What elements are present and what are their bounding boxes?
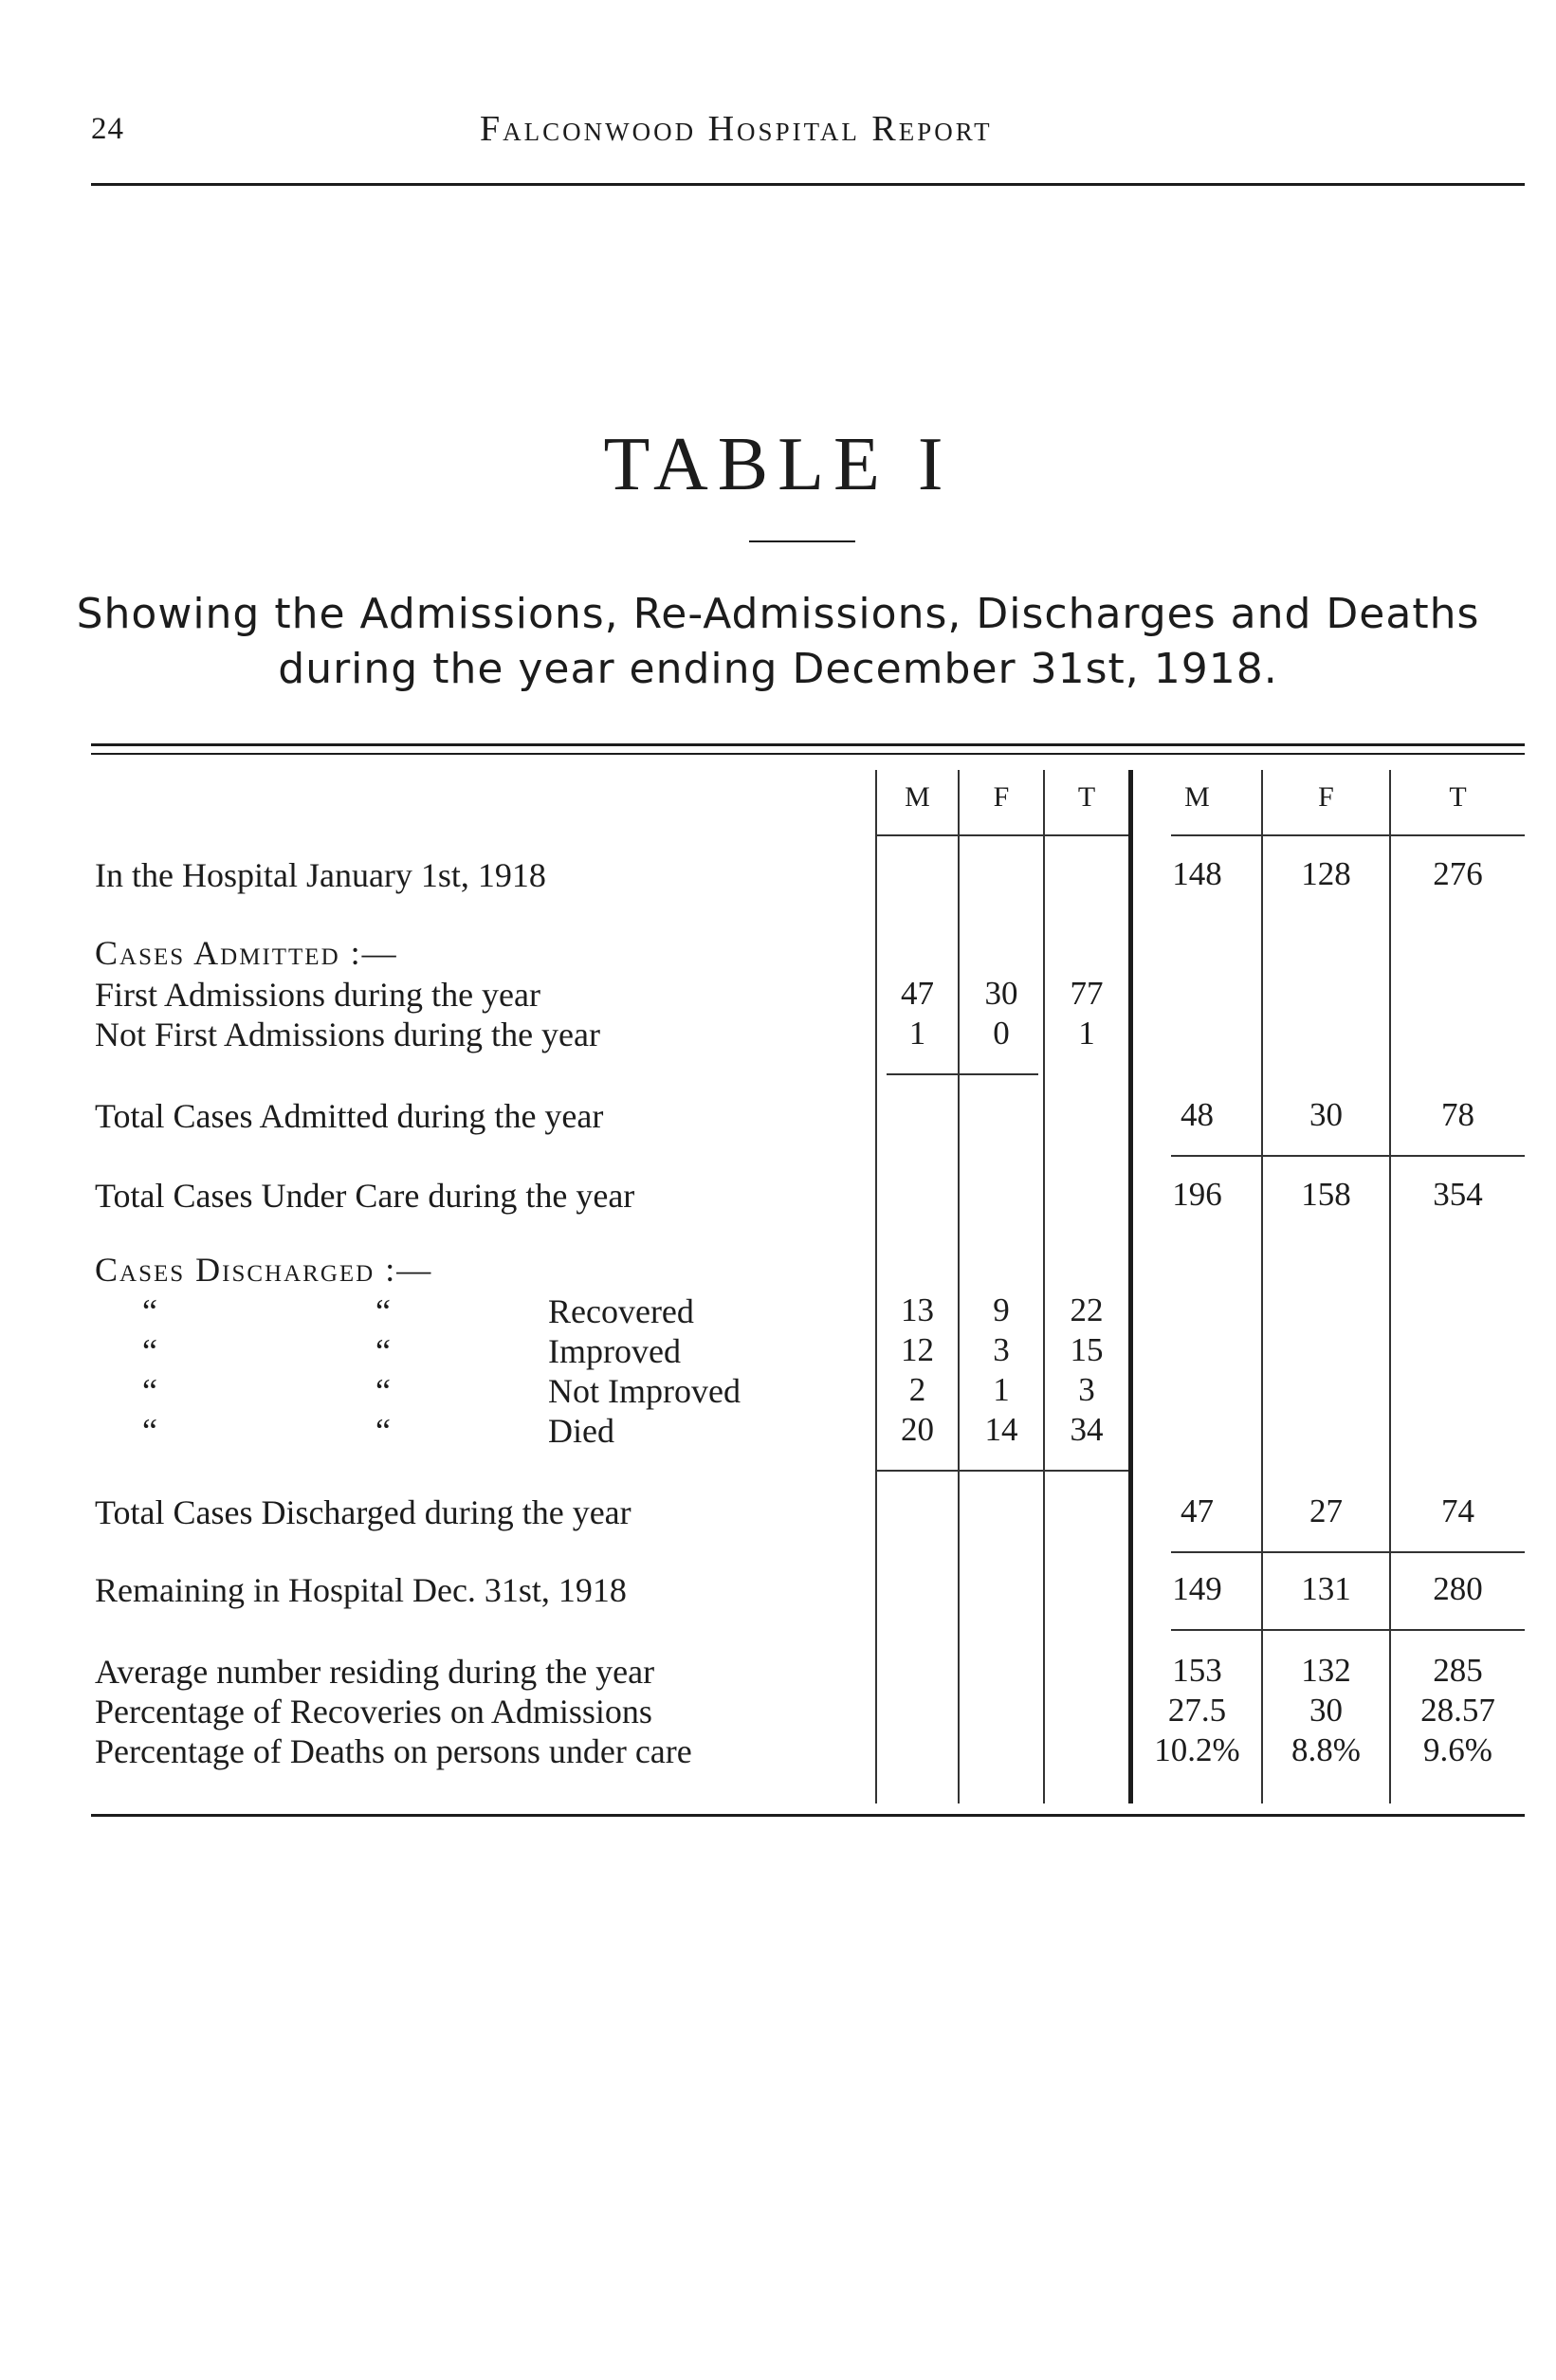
title-underline — [749, 540, 855, 542]
first-adm-m: 47 — [901, 975, 934, 1012]
died-t: 34 — [1070, 1411, 1104, 1448]
row-label-jan1: In the Hospital January 1st, 1918 — [95, 856, 546, 894]
table-bottom-rule — [91, 1814, 1525, 1817]
total-disch-f: 27 — [1309, 1492, 1343, 1529]
col-header-left-t: T — [1077, 781, 1096, 813]
row-label-not-improved: Not Improved — [548, 1372, 741, 1410]
row-label-died: Died — [548, 1412, 614, 1450]
row-label-recovered: Recovered — [548, 1292, 694, 1330]
col-header-right-m: M — [1184, 781, 1210, 813]
header-underline-left — [877, 834, 1128, 836]
row-label-not-first-admissions: Not First Admissions during the year — [95, 1016, 600, 1053]
not-first-adm-t: 1 — [1078, 1015, 1095, 1052]
remaining-rule — [1171, 1629, 1525, 1631]
improved-m: 12 — [901, 1331, 934, 1368]
table-top-rule-inner — [91, 753, 1525, 755]
row-label-average: Average number residing during the year — [95, 1653, 655, 1691]
not-improved-f: 1 — [993, 1371, 1010, 1408]
recovered-t: 22 — [1070, 1291, 1104, 1328]
admitted-total-rule — [1171, 1155, 1525, 1157]
remaining-m: 149 — [1172, 1570, 1222, 1607]
died-f: 14 — [984, 1411, 1018, 1448]
under-care-t: 354 — [1433, 1176, 1483, 1213]
header-rule — [91, 183, 1525, 186]
ditto-mark: “ — [375, 1292, 391, 1330]
admitted-subtotal-rule — [887, 1073, 1038, 1075]
total-disch-t: 74 — [1441, 1492, 1474, 1529]
section-cases-discharged: Cases Discharged :— — [95, 1251, 433, 1289]
ditto-mark: “ — [142, 1372, 157, 1410]
pct-deaths-m: 10.2% — [1154, 1731, 1240, 1768]
ditto-mark: “ — [142, 1412, 157, 1450]
recovered-f: 9 — [993, 1291, 1010, 1328]
col-divider-right-2 — [1389, 770, 1391, 1803]
row-label-improved: Improved — [548, 1332, 681, 1370]
first-adm-t: 77 — [1070, 975, 1104, 1012]
improved-t: 15 — [1070, 1331, 1104, 1368]
not-improved-m: 2 — [908, 1371, 926, 1408]
not-first-adm-m: 1 — [908, 1015, 926, 1052]
average-t: 285 — [1433, 1652, 1483, 1689]
pct-recov-m: 27.5 — [1167, 1692, 1227, 1729]
subtitle-line-1: Showing the Admissions, Re-Admissions, Discharges and Deaths — [76, 590, 1480, 638]
ditto-mark: “ — [375, 1372, 391, 1410]
first-adm-f: 30 — [984, 975, 1018, 1012]
row-label-first-admissions: First Admissions during the year — [95, 976, 540, 1014]
row-label-pct-recoveries: Percentage of Recoveries on Admissions — [95, 1693, 652, 1730]
ditto-mark: “ — [142, 1292, 157, 1330]
row-label-total-admitted: Total Cases Admitted during the year — [95, 1097, 604, 1135]
subtitle-line-2: during the year ending December 31st, 1918. — [278, 645, 1278, 693]
section-cases-admitted: Cases Admitted :— — [95, 934, 398, 972]
average-f: 132 — [1301, 1652, 1351, 1689]
table-top-rule — [91, 743, 1525, 746]
row-label-pct-deaths: Percentage of Deaths on persons under care — [95, 1732, 692, 1770]
col-header-right-t: T — [1449, 781, 1467, 813]
page-number: 24 — [91, 112, 124, 146]
improved-f: 3 — [993, 1331, 1010, 1368]
pct-deaths-f: 8.8% — [1291, 1731, 1361, 1768]
under-care-m: 196 — [1172, 1176, 1222, 1213]
ditto-mark: “ — [375, 1412, 391, 1450]
recovered-m: 13 — [901, 1291, 934, 1328]
row-label-under-care: Total Cases Under Care during the year — [95, 1177, 635, 1215]
running-title: Falconwood Hospital Report — [480, 109, 993, 149]
not-improved-t: 3 — [1078, 1371, 1095, 1408]
total-disch-m: 47 — [1181, 1492, 1214, 1529]
remaining-t: 280 — [1433, 1570, 1483, 1607]
ditto-mark: “ — [375, 1332, 391, 1370]
pct-deaths-t: 9.6% — [1423, 1731, 1492, 1768]
col-header-right-f: F — [1318, 781, 1334, 813]
row-label-total-discharged: Total Cases Discharged during the year — [95, 1493, 632, 1531]
table-title: TABLE I — [603, 423, 953, 506]
ditto-mark: “ — [142, 1332, 157, 1370]
total-adm-t: 78 — [1441, 1096, 1474, 1133]
total-adm-f: 30 — [1309, 1096, 1343, 1133]
col-header-left-m: M — [905, 781, 930, 813]
not-first-adm-f: 0 — [993, 1015, 1010, 1052]
jan1-t: 276 — [1433, 855, 1483, 892]
pct-recov-f: 30 — [1309, 1692, 1343, 1729]
col-header-left-f: F — [993, 781, 1010, 813]
died-m: 20 — [901, 1411, 934, 1448]
col-divider-left-1 — [875, 770, 877, 1803]
jan1-m: 148 — [1172, 855, 1222, 892]
discharged-total-rule — [1171, 1551, 1525, 1553]
total-adm-m: 48 — [1181, 1096, 1214, 1133]
header-underline-right — [1171, 834, 1525, 836]
discharged-subtotal-rule — [877, 1470, 1128, 1472]
row-label-remaining: Remaining in Hospital Dec. 31st, 1918 — [95, 1571, 627, 1609]
average-m: 153 — [1172, 1652, 1222, 1689]
remaining-f: 131 — [1301, 1570, 1351, 1607]
col-divider-right-1 — [1261, 770, 1263, 1803]
col-divider-left-2 — [958, 770, 960, 1803]
col-divider-left-3 — [1043, 770, 1045, 1803]
jan1-f: 128 — [1301, 855, 1351, 892]
col-divider-main — [1128, 770, 1133, 1803]
pct-recov-t: 28.57 — [1420, 1692, 1495, 1729]
under-care-f: 158 — [1301, 1176, 1351, 1213]
